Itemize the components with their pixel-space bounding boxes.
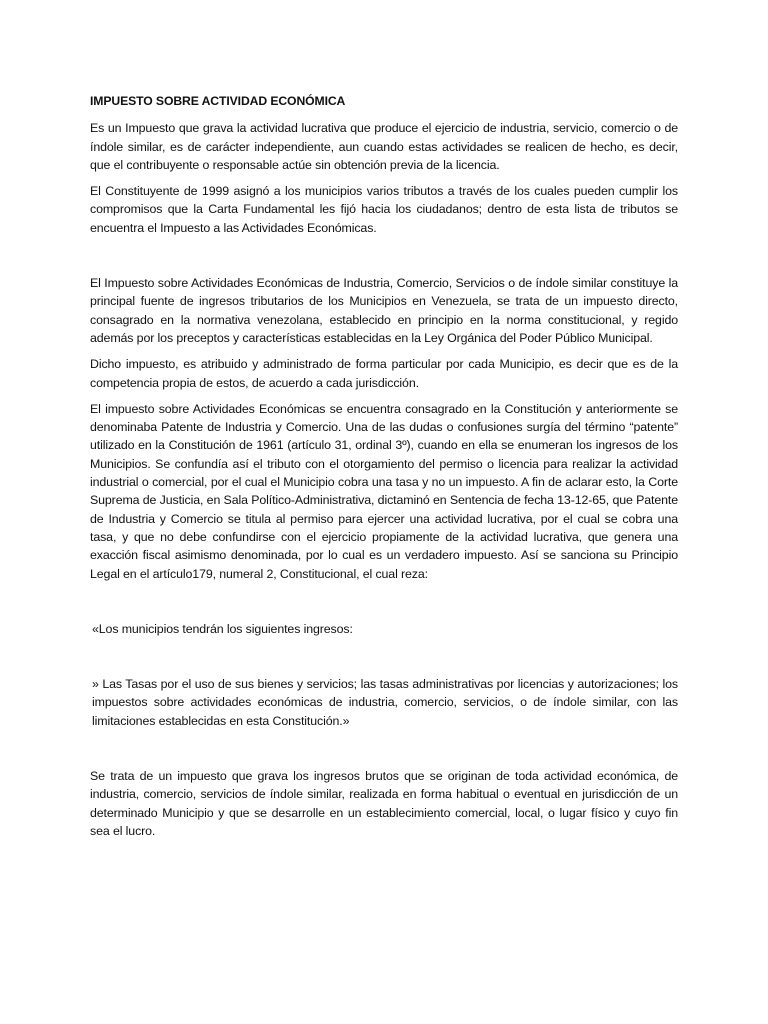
paragraph-atribucion-municipio: Dicho impuesto, es atribuido y administrado de forma particular por cada Municipio, es decir que es de la competencia propia de estos, de acuerdo a cada jurisdicción. bbox=[90, 357, 678, 390]
paragraph-principal-fuente: El Impuesto sobre Actividades Económicas de Industria, Comercio, Servicios o de índole similar constituye la principal fuente de ingresos tributarios de los Municipios en Venezuela, se trata de un impuesto directo, consagrado en la normativa venezolana, establecido en principio en la norma constitucional, y regido además por los preceptos y características establecidas en la Ley Orgánica del Poder Público Municipal. bbox=[90, 276, 678, 345]
paragraph-constituyente-1999: El Constituyente de 1999 asignó a los municipios varios tributos a través de los cuales pueden cumplir los compromisos que la Carta Fundamental les fijó hacia los ciudadanos; dentro de esta lista de tributos se encuentra el Impuesto a las Actividades Económicas. bbox=[90, 184, 678, 235]
paragraph-definition: Es un Impuesto que grava la actividad lucrativa que produce el ejercicio de industria, servicio, comercio o de índole similar, es de carácter independiente, aun cuando estas actividades se realicen de hecho, es decir, que el contribuyente o responsable actúe sin obtención previa de la licencia. bbox=[90, 121, 678, 172]
quote-ingresos-municipios: «Los municipios tendrán los siguientes ingresos: bbox=[92, 621, 353, 636]
quote-tasas-impuestos: » Las Tasas por el uso de sus bienes y servicios; las tasas administrativas por licencias y autorizaciones; los impuestos sobre actividades económicas de industria, comercio, servicios, o de índole similar, con las limitaciones establecidas en esta Constitución.» bbox=[92, 677, 678, 728]
paragraph-patente-historia: El impuesto sobre Actividades Económicas se encuentra consagrado en la Constitución y anteriormente se denominaba Patente de Industria y Comercio. Una de las dudas o confusiones surgía del término “patente” utilizado en la Constitución de 1961 (artículo 31, ordinal 3º), cuando en ella se enumeran los ingresos de los Municipios. Se confundía así el tributo con el otorgamiento del permiso o licencia para realizar la actividad industrial o comercial, por el cual el Municipio cobra una tasa y no un impuesto. A fin de aclarar esto, la Corte Suprema de Justicia, en Sala Político-Administrativa, dictaminó en Sentencia de fecha 13-12-65, que Patente de Industria y Comercio se titula al permiso para ejercer una actividad lucrativa, por el cual se cobra una tasa, y que no debe confundirse con el ejercicio propiamente de la actividad lucrativa, que genera una exacción fiscal asimismo denominada, por lo cual es un verdadero impuesto. Así se sanciona su Principio Legal en el artículo179, numeral 2, Constitucional, el cual reza: bbox=[90, 401, 678, 581]
paragraph-ingresos-brutos: Se trata de un impuesto que grava los ingresos brutos que se originan de toda actividad económica, de industria, comercio, servicios de índole similar, realizada en forma habitual o eventual en jurisdicción de un determinado Municipio y que se desarrolle en un establecimiento comercial, local, o lugar físico y cuyo fin sea el lucro. bbox=[90, 769, 678, 838]
document-title: IMPUESTO SOBRE ACTIVIDAD ECONÓMICA bbox=[90, 94, 346, 108]
document-page bbox=[90, 92, 678, 840]
